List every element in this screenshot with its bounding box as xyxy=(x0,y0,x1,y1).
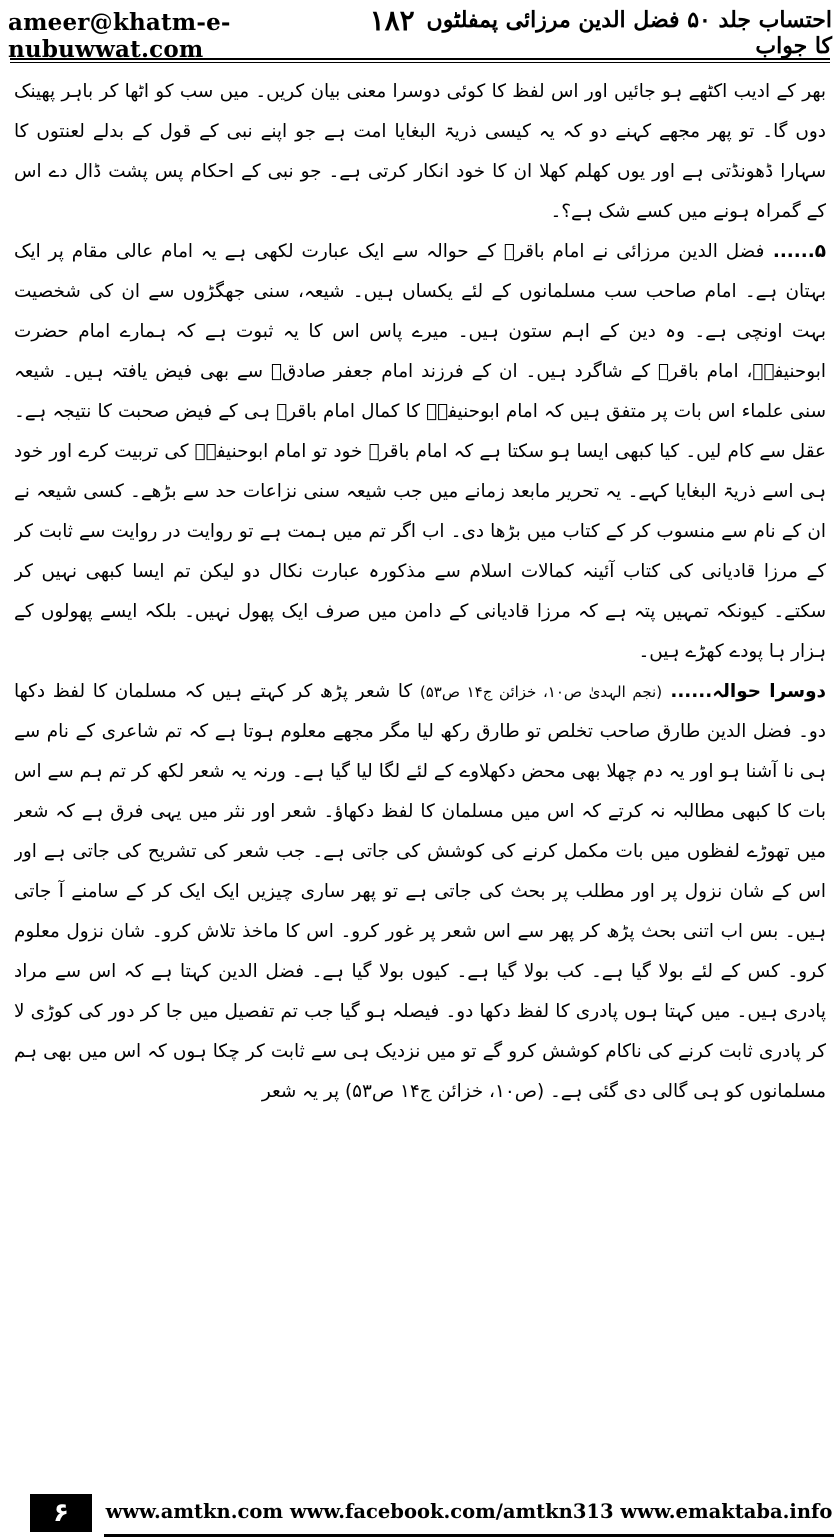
reference: (نجم الہدیٰ ص۱۰، خزائن ج۱۴ ص۵۳) xyxy=(419,683,663,701)
header-email[interactable]: ameer@khatm-e-nubuwwat.com xyxy=(8,8,231,63)
item-number: دوسرا حوالہ...... xyxy=(662,681,826,702)
paragraph xyxy=(14,72,826,232)
page-number: ۱۸۲ xyxy=(369,3,415,37)
paragraph-text: بھر کے ادیب اکٹھے ہو جائیں اور اس لفظ کا کوئی دوسرا معنی بیان کریں۔ میں سب کو اٹھا کر باہر پھینک دوں گا۔ تو پھر مجھے کہنے دو کہ یہ کیسی ذریۃ البغایا امت ہے جو اپنے نبی کے قول کے بدلے لعنتوں کا سہارا ڈھونڈتی ہے اور یوں کھلم کھلا ان کا خود انکار کرتی ہے۔ جو نبی کے احکام پس پشت ڈال دے اس کے گمراہ ہونے میں کسے شک ہے؟۔ xyxy=(14,81,826,222)
paragraph xyxy=(14,232,826,672)
header-rule-thin xyxy=(10,62,830,63)
paragraph-text: فضل الدین مرزائی نے امام باقرؒ کے حوالہ سے ایک عبارت لکھی ہے یہ امام عالی مقام پر ایک بہتان ہے۔ امام صاحب سب مسلمانوں کے لئے یکساں ہیں۔ شیعہ، سنی جھگڑوں سے ان کی شخصیت بہت اونچی ہے۔ وہ دین کے اہم ستون ہیں۔ میرے پاس اس کا یہ ثبوت ہے کہ ہمارے امام حضرت ابوحنیفہؒ، امام باقرؒ کے شاگرد ہیں۔ ان کے فرزند امام جعفر صادقؒ سے بھی فیض یافتہ ہیں۔ شیعہ سنی علماء اس بات پر متفق ہیں کہ امام ابوحنیفہؒ کا کمال امام باقرؒ ہی کے فیض صحبت کا نتیجہ ہے۔ عقل سے کام لیں۔ کیا کبھی ایسا ہو سکتا ہے کہ امام باقرؒ خود تو امام ابوحنیفہؒ کی تربیت کرے اور خود ہی اسے ذریۃ البغایا کہے۔ یہ تحریر مابعد زمانے میں جب شیعہ سنی نزاعات حد سے بڑھے۔ کسی شیعہ نے ان کے نام سے منسوب کر کے کتاب میں بڑھا دی۔ اب اگر تم میں ہمت ہے تو روایت در روایت سے ثابت کر کے مرزا قادیانی کی کتاب آئینہ کمالات اسلام سے مذکورہ عبارت نکال دو لیکن تم ایسا کبھی نہیں کر سکتے۔ کیونکہ تمہیں پتہ ہے کہ مرزا قادیانی کے دامن میں صرف ایک پھول نہیں۔ بلکہ ایسے پھولوں کے ہزار ہا پودے کھڑے ہیں۔ xyxy=(14,241,826,662)
page-footer xyxy=(0,1488,840,1540)
book-title: احتساب جلد ۵۰ فضل الدین مرزائی پمفلٹوں کا جواب xyxy=(426,7,832,59)
footer-page-badge: ۶ xyxy=(30,1494,92,1532)
item-number: ۵...... xyxy=(764,241,826,262)
page-header xyxy=(8,3,832,63)
paragraph xyxy=(14,672,826,1112)
header-rule xyxy=(10,58,830,60)
paragraph-text: کا شعر پڑھ کر کہتے ہیں کہ مسلمان کا لفظ دکھا دو۔ فضل الدین طارق صاحب تخلص تو طارق رکھ لیا مگر مجھے معلوم ہوتا ہے کہ تم شاعری کے نام سے ہی نا آشنا ہو اور یہ دم چھلا بھی محض دکھلاوے کے لئے لگا لیا گیا ہے۔ ورنہ یہ شعر لکھ کر تم ہم سے اس بات کا کبھی مطالبہ نہ کرتے کہ اس میں مسلمان کا لفظ دکھاؤ۔ شعر اور نثر میں یہی فرق ہے کہ شعر میں تھوڑے لفظوں میں بات مکمل کرنے کی کوشش کی جاتی ہے۔ جب شعر کی تشریح کی جاتی ہے اور اس کے شان نزول پر اور مطلب پر بحث کی جاتی ہے تو پھر ساری چیزیں ایک ایک کر کے سامنے آ جاتی ہیں۔ بس اب اتنی بحث پڑھ کر پھر سے اس شعر پر غور کرو۔ اس کا ماخذ تلاش کرو۔ شان نزول معلوم کرو۔ کس کے لئے بولا گیا ہے۔ کب بولا گیا ہے۔ کیوں بولا گیا ہے۔ فضل الدین کہتا ہے کہ اس سے مراد پادری ہیں۔ میں کہتا ہوں پادری کا لفظ دکھا دو۔ فیصلہ ہو گیا جب تم تفصیل میں جا کر دور کی کوڑی لا کر پادری ثابت کرنے کی ناکام کوشش کرو گے تو میں نزدیک ہی سے ثابت کر چکا ہوں کہ اس میں بھی ہم مسلمانوں کو ہی گالی دی گئی ہے۔ (ص۱۰، خزائن ج۱۴ ص۵۳) پر یہ شعر xyxy=(14,681,826,1102)
header-left xyxy=(8,4,415,63)
page-body xyxy=(14,72,826,1458)
footer-urls[interactable]: www.amtkn.com www.facebook.com/amtkn313 www.emaktaba.info xyxy=(104,1488,834,1537)
